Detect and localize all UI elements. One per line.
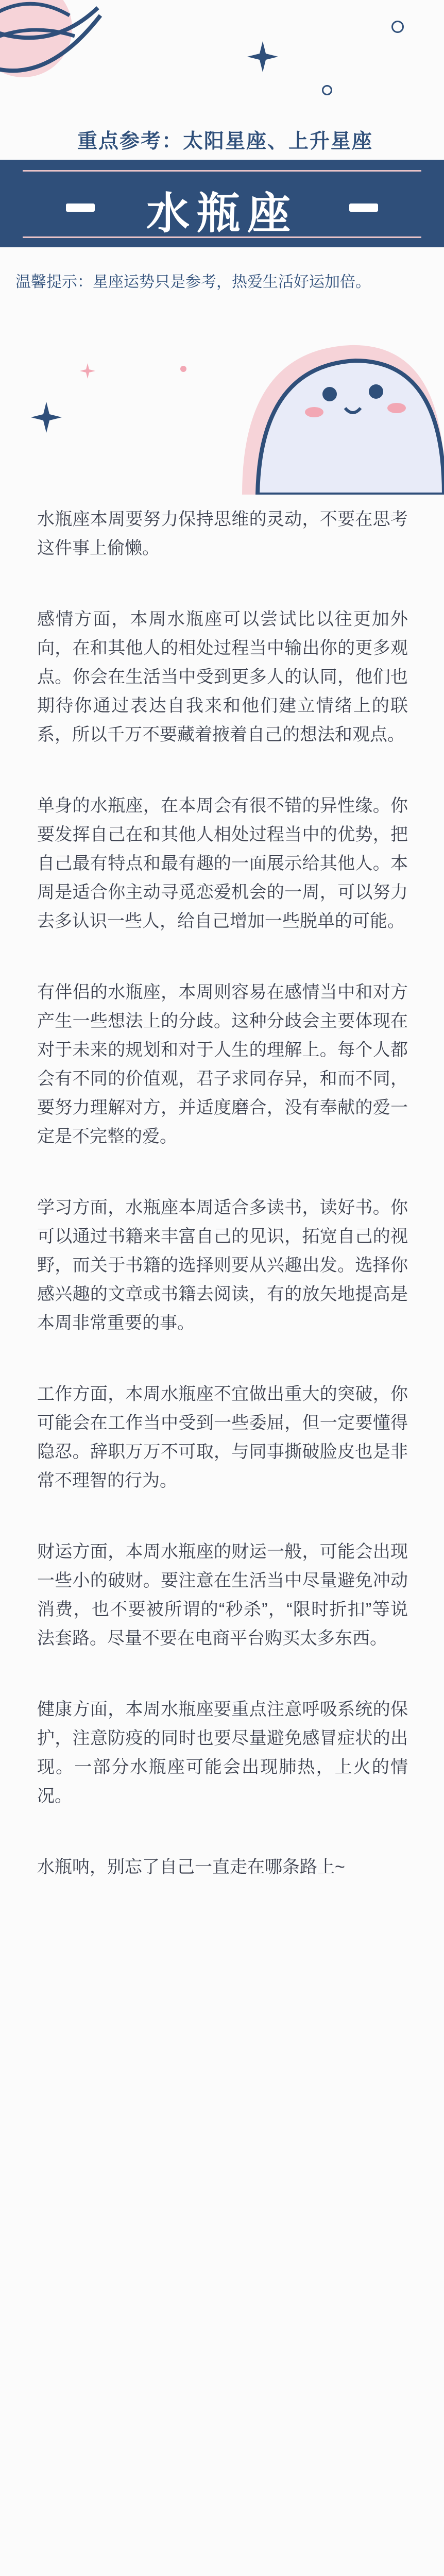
- sparkle-icon: [80, 363, 95, 379]
- page-title: 水瓶座: [146, 188, 298, 239]
- circle-decoration: [322, 85, 332, 95]
- sparkle-icon: [247, 41, 278, 72]
- tip-text: 温馨提示：星座运势只是参考，热爱生活好运加倍。: [15, 274, 371, 291]
- circle-decoration: [391, 21, 404, 33]
- paragraph-wealth: 财运方面，本周水瓶座的财运一般，可能会出现一些小的破财。要注意在生活当中尽量避免冲动消费，也不要被所谓的“秒杀”，“限时折扣”等说法套路。尽量不要在电商平台购买太多东西。: [37, 1542, 408, 1648]
- title-frame: [23, 170, 421, 238]
- reference-note: 重点参考：太阳星座、上升星座: [77, 130, 373, 152]
- paragraph-love: 感情方面，本周水瓶座可以尝试比以往更加外向，在和其他人的相处过程当中输出你的更多观点。你会在生活当中受到更多人的认同，他们也期待你通过表达自我来和他们建立情绪上的联系，所以千万不要藏着掖着自己的想法和观点。: [37, 609, 408, 744]
- paragraph-single: 单身的水瓶座，在本周会有很不错的异性缘。你要发挥自己在和其他人相处过程当中的优势，把自己最有特点和最有趣的一面展示给其他人。本周是适合你主动寻觅恋爱机会的一周，可以努力去多认识一些人，给自己增加一些脱单的可能。: [37, 796, 408, 931]
- paragraph-closing: 水瓶呐，别忘了自己一直走在哪条路上~: [37, 1857, 345, 1877]
- sparkle-icon: [31, 402, 62, 433]
- creature-illustration: [221, 289, 444, 495]
- paragraph-study: 学习方面，水瓶座本周适合多读书，读好书。你可以通过书籍来丰富自己的见识，拓宽自己的视野，而关于书籍的选择则要从兴趣出发。选择你感兴趣的文章或书籍去阅读，有的放矢地提高是本周非常重要的事。: [37, 1198, 408, 1333]
- paragraph-intro: 水瓶座本周要努力保持思维的灵动，不要在思考这件事上偷懒。: [37, 510, 408, 558]
- planet-icon: [0, 0, 108, 118]
- horoscope-content: [37, 505, 408, 1924]
- header-section: [0, 0, 444, 484]
- paragraph-work: 工作方面，本周水瓶座不宜做出重大的突破，你可能会在工作当中受到一些委屈，但一定要懂得隐忍。辞职万万不可取，与同事撕破脸皮也是非常不理智的行为。: [37, 1384, 408, 1490]
- paragraph-health: 健康方面，本周水瓶座要重点注意呼吸系统的保护，注意防疫的同时也要尽量避免感冒症状的出现。一部分水瓶座可能会出现肺热，上火的情况。: [37, 1700, 408, 1806]
- dot-decoration: [180, 366, 186, 372]
- paragraph-partnered: 有伴侣的水瓶座，本周则容易在感情当中和对方产生一些想法上的分歧。这种分歧会主要体现在对于未来的规划和对于人生的理解上。每个人都会有不同的价值观，君子求同存异，和而不同，要努力理解对方，并适度磨合，没有奉献的爱一定是不完整的爱。: [37, 982, 408, 1146]
- title-banner: [0, 160, 444, 247]
